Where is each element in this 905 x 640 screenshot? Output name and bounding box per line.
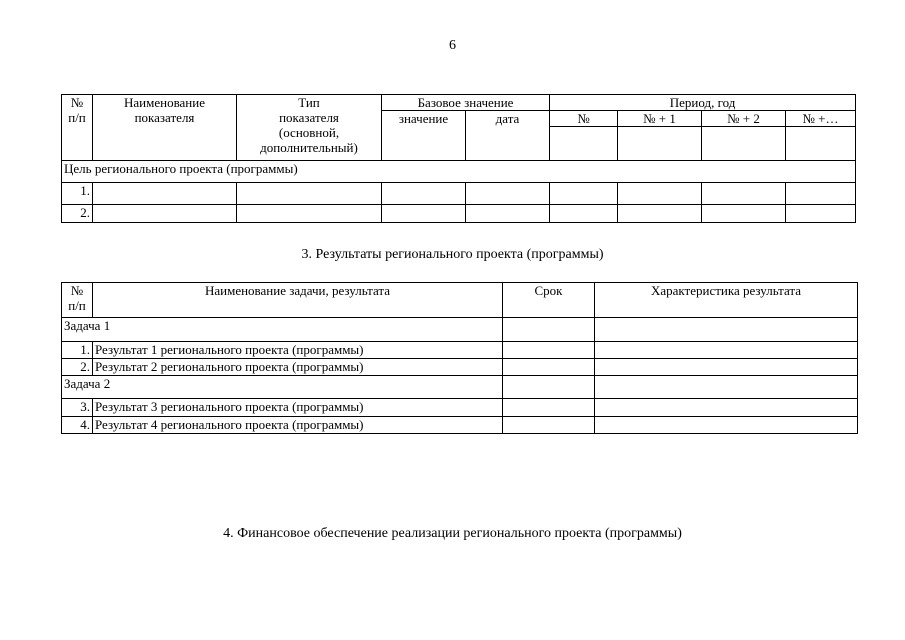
table-row: 4. Результат 4 регионального проекта (программы): [62, 417, 858, 434]
header-year-1: № + 1: [618, 111, 702, 127]
header-date: дата: [466, 111, 550, 161]
goal-section-row: Цель регионального проекта (программы): [62, 161, 856, 183]
task-row: Задача 1: [62, 318, 503, 342]
header-result-characteristic: Характеристика результата: [595, 283, 858, 318]
header-base-value: Базовое значение: [382, 95, 550, 111]
header-value: значение: [382, 111, 466, 161]
header-num: № п/п: [62, 283, 93, 318]
header-year-2: № + 2: [702, 111, 786, 127]
header-indicator-type: Тип показателя (основной, дополнительный): [237, 95, 382, 161]
header-indicator-name: Наименование показателя: [93, 95, 237, 161]
task-row: Задача 2: [62, 376, 503, 399]
table-row: 2. Результат 2 регионального проекта (программы): [62, 359, 858, 376]
table-row: 1. Результат 1 регионального проекта (программы): [62, 342, 858, 359]
header-year-n: № +…: [786, 111, 856, 127]
table-row: 3. Результат 3 регионального проекта (программы): [62, 399, 858, 417]
results-table: [61, 282, 858, 434]
header-term: Срок: [503, 283, 595, 318]
table-row: 2.: [62, 205, 856, 223]
page-number: 6: [449, 38, 456, 53]
header-num: № п/п: [62, 95, 93, 161]
table-row: 1.: [62, 183, 856, 205]
section-3-title: 3. Результаты регионального проекта (программы): [301, 247, 604, 262]
section-4-title: 4. Финансовое обеспечение реализации регионального проекта (программы): [223, 526, 682, 541]
header-task-name: Наименование задачи, результата: [93, 283, 503, 318]
indicators-table: [61, 94, 856, 223]
header-year-0: №: [550, 111, 618, 127]
header-period: Период, год: [550, 95, 856, 111]
